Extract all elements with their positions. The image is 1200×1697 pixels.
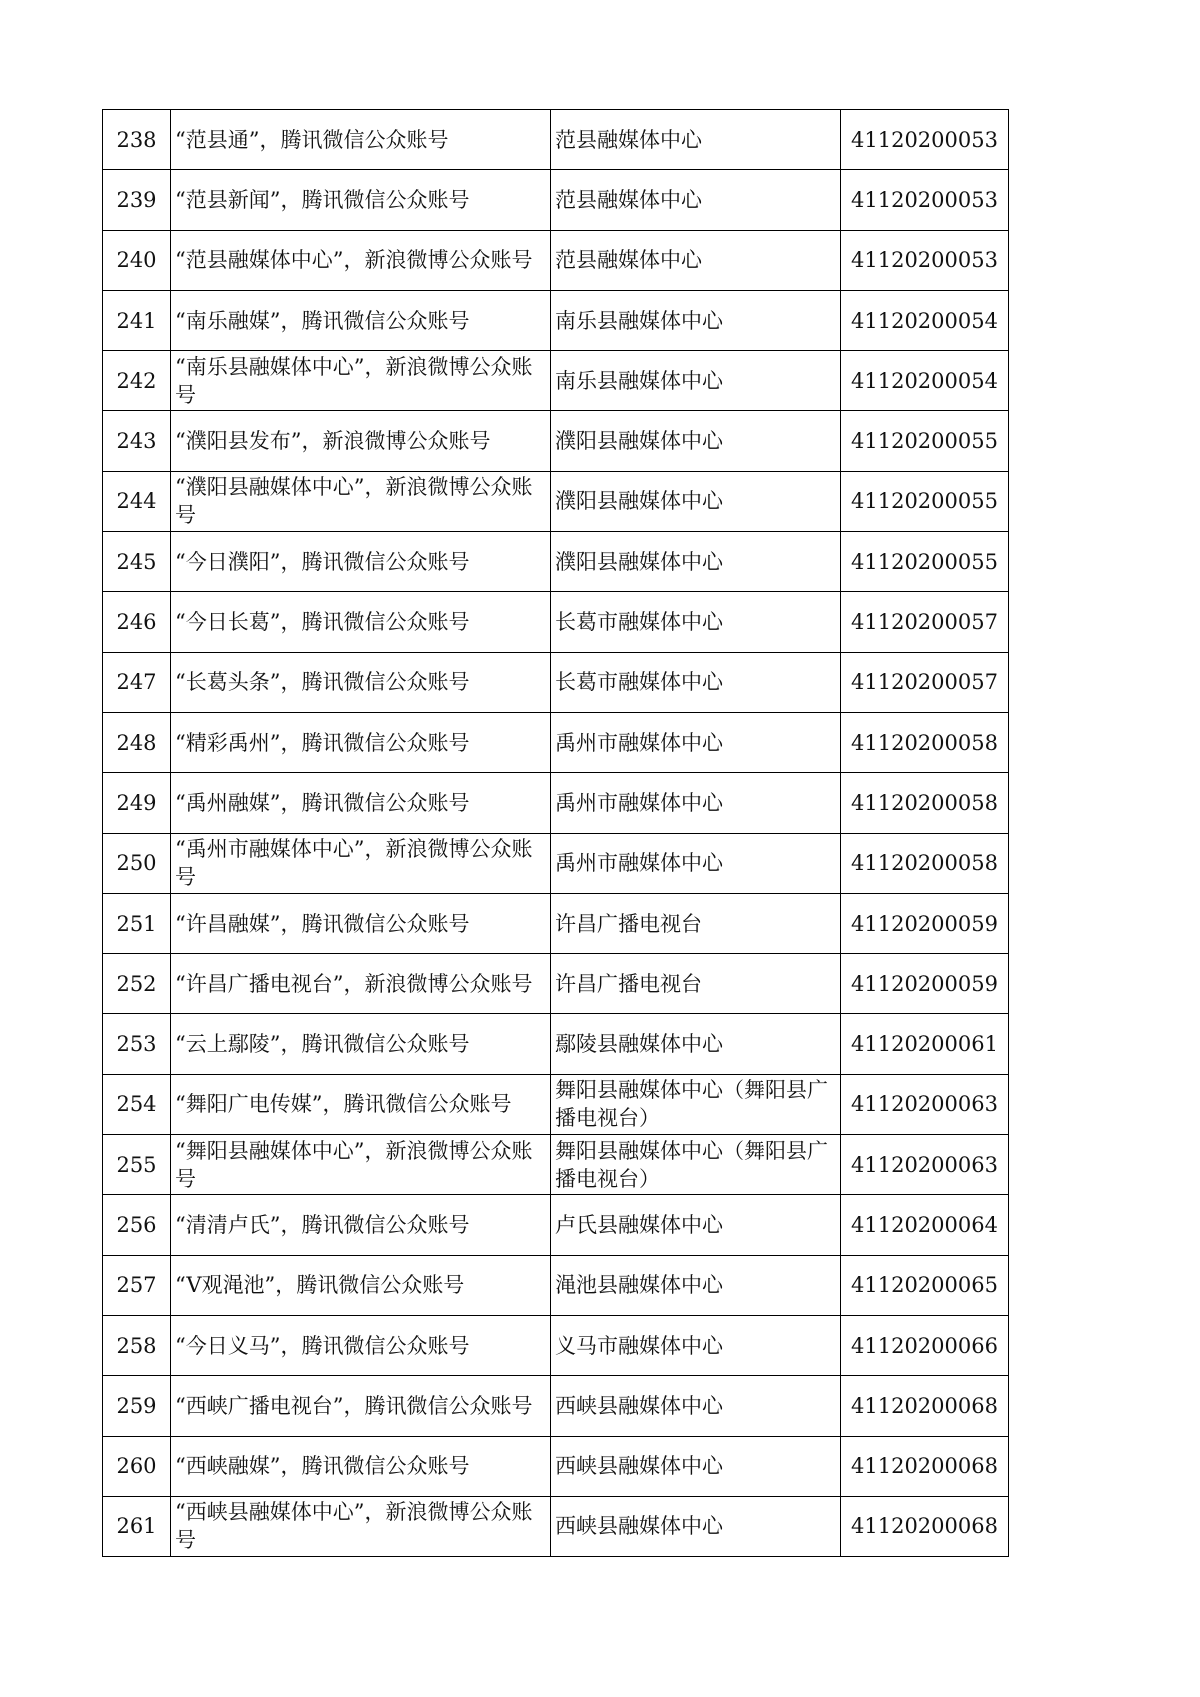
table-row: [103, 833, 1009, 893]
license-code-cell: 41120200063: [841, 1074, 1009, 1134]
organization-cell: 范县融媒体中心: [551, 170, 841, 230]
table-row: [103, 411, 1009, 471]
organization-cell: 长葛市融媒体中心: [551, 592, 841, 652]
table-row: [103, 1436, 1009, 1496]
table-row: [103, 170, 1009, 230]
table-row: [103, 230, 1009, 290]
organization-cell: 禹州市融媒体中心: [551, 833, 841, 893]
table-row: [103, 1496, 1009, 1556]
row-number-cell: 253: [103, 1014, 171, 1074]
row-number-cell: 250: [103, 833, 171, 893]
row-number-cell: 238: [103, 110, 171, 170]
organization-cell: 南乐县融媒体中心: [551, 351, 841, 411]
organization-cell: 濮阳县融媒体中心: [551, 471, 841, 531]
table-row: [103, 954, 1009, 1014]
row-number-cell: 254: [103, 1074, 171, 1134]
organization-cell: 濮阳县融媒体中心: [551, 532, 841, 592]
table-row: [103, 1074, 1009, 1134]
table-row: [103, 110, 1009, 170]
organization-cell: 渑池县融媒体中心: [551, 1255, 841, 1315]
row-number-cell: 260: [103, 1436, 171, 1496]
organization-cell: 西峡县融媒体中心: [551, 1496, 841, 1556]
account-name-cell: “舞阳县融媒体中心”，新浪微博公众账号: [171, 1135, 551, 1195]
account-name-cell: “舞阳广电传媒”，腾讯微信公众账号: [171, 1074, 551, 1134]
account-name-cell: “云上鄢陵”，腾讯微信公众账号: [171, 1014, 551, 1074]
organization-cell: 南乐县融媒体中心: [551, 290, 841, 350]
account-name-cell: “西峡县融媒体中心”，新浪微博公众账号: [171, 1496, 551, 1556]
account-name-cell: “许昌广播电视台”，新浪微博公众账号: [171, 954, 551, 1014]
license-code-cell: 41120200053: [841, 170, 1009, 230]
row-number-cell: 240: [103, 230, 171, 290]
organization-cell: 舞阳县融媒体中心（舞阳县广播电视台）: [551, 1135, 841, 1195]
account-list-table: [102, 109, 1009, 1557]
row-number-cell: 243: [103, 411, 171, 471]
organization-cell: 卢氏县融媒体中心: [551, 1195, 841, 1255]
license-code-cell: 41120200055: [841, 471, 1009, 531]
table-row: [103, 1376, 1009, 1436]
table-row: [103, 652, 1009, 712]
account-name-cell: “清清卢氏”，腾讯微信公众账号: [171, 1195, 551, 1255]
organization-cell: 范县融媒体中心: [551, 230, 841, 290]
account-name-cell: “许昌融媒”，腾讯微信公众账号: [171, 893, 551, 953]
organization-cell: 西峡县融媒体中心: [551, 1376, 841, 1436]
table-row: [103, 773, 1009, 833]
row-number-cell: 248: [103, 712, 171, 772]
license-code-cell: 41120200066: [841, 1315, 1009, 1375]
account-name-cell: “V观渑池”，腾讯微信公众账号: [171, 1255, 551, 1315]
license-code-cell: 41120200058: [841, 773, 1009, 833]
row-number-cell: 259: [103, 1376, 171, 1436]
table-row: [103, 532, 1009, 592]
table-row: [103, 290, 1009, 350]
account-name-cell: “南乐县融媒体中心”，新浪微博公众账号: [171, 351, 551, 411]
row-number-cell: 261: [103, 1496, 171, 1556]
table-row: [103, 1195, 1009, 1255]
row-number-cell: 244: [103, 471, 171, 531]
table-row: [103, 471, 1009, 531]
row-number-cell: 247: [103, 652, 171, 712]
license-code-cell: 41120200054: [841, 351, 1009, 411]
organization-cell: 长葛市融媒体中心: [551, 652, 841, 712]
license-code-cell: 41120200059: [841, 893, 1009, 953]
row-number-cell: 242: [103, 351, 171, 411]
license-code-cell: 41120200065: [841, 1255, 1009, 1315]
row-number-cell: 241: [103, 290, 171, 350]
row-number-cell: 239: [103, 170, 171, 230]
account-name-cell: “禹州市融媒体中心”，新浪微博公众账号: [171, 833, 551, 893]
row-number-cell: 252: [103, 954, 171, 1014]
table-row: [103, 351, 1009, 411]
row-number-cell: 246: [103, 592, 171, 652]
table-row: [103, 1014, 1009, 1074]
organization-cell: 许昌广播电视台: [551, 893, 841, 953]
license-code-cell: 41120200055: [841, 411, 1009, 471]
license-code-cell: 41120200053: [841, 110, 1009, 170]
organization-cell: 鄢陵县融媒体中心: [551, 1014, 841, 1074]
account-name-cell: “范县通”，腾讯微信公众账号: [171, 110, 551, 170]
account-name-cell: “西峡融媒”，腾讯微信公众账号: [171, 1436, 551, 1496]
license-code-cell: 41120200058: [841, 833, 1009, 893]
license-code-cell: 41120200055: [841, 532, 1009, 592]
organization-cell: 濮阳县融媒体中心: [551, 411, 841, 471]
account-name-cell: “西峡广播电视台”，腾讯微信公众账号: [171, 1376, 551, 1436]
row-number-cell: 255: [103, 1135, 171, 1195]
account-name-cell: “今日长葛”，腾讯微信公众账号: [171, 592, 551, 652]
row-number-cell: 257: [103, 1255, 171, 1315]
license-code-cell: 41120200068: [841, 1496, 1009, 1556]
table-row: [103, 1255, 1009, 1315]
account-name-cell: “长葛头条”，腾讯微信公众账号: [171, 652, 551, 712]
license-code-cell: 41120200057: [841, 652, 1009, 712]
account-name-cell: “禹州融媒”，腾讯微信公众账号: [171, 773, 551, 833]
license-code-cell: 41120200054: [841, 290, 1009, 350]
organization-cell: 西峡县融媒体中心: [551, 1436, 841, 1496]
organization-cell: 范县融媒体中心: [551, 110, 841, 170]
license-code-cell: 41120200058: [841, 712, 1009, 772]
license-code-cell: 41120200068: [841, 1376, 1009, 1436]
account-name-cell: “濮阳县融媒体中心”，新浪微博公众账号: [171, 471, 551, 531]
table-row: [103, 893, 1009, 953]
table-row: [103, 1135, 1009, 1195]
license-code-cell: 41120200064: [841, 1195, 1009, 1255]
account-name-cell: “精彩禹州”，腾讯微信公众账号: [171, 712, 551, 772]
organization-cell: 许昌广播电视台: [551, 954, 841, 1014]
row-number-cell: 258: [103, 1315, 171, 1375]
row-number-cell: 256: [103, 1195, 171, 1255]
license-code-cell: 41120200061: [841, 1014, 1009, 1074]
account-name-cell: “今日濮阳”，腾讯微信公众账号: [171, 532, 551, 592]
row-number-cell: 245: [103, 532, 171, 592]
organization-cell: 禹州市融媒体中心: [551, 773, 841, 833]
license-code-cell: 41120200053: [841, 230, 1009, 290]
row-number-cell: 249: [103, 773, 171, 833]
organization-cell: 义马市融媒体中心: [551, 1315, 841, 1375]
license-code-cell: 41120200063: [841, 1135, 1009, 1195]
account-name-cell: “濮阳县发布”，新浪微博公众账号: [171, 411, 551, 471]
license-code-cell: 41120200057: [841, 592, 1009, 652]
account-name-cell: “南乐融媒”，腾讯微信公众账号: [171, 290, 551, 350]
organization-cell: 舞阳县融媒体中心（舞阳县广播电视台）: [551, 1074, 841, 1134]
license-code-cell: 41120200059: [841, 954, 1009, 1014]
account-name-cell: “范县新闻”，腾讯微信公众账号: [171, 170, 551, 230]
account-name-cell: “范县融媒体中心”，新浪微博公众账号: [171, 230, 551, 290]
row-number-cell: 251: [103, 893, 171, 953]
license-code-cell: 41120200068: [841, 1436, 1009, 1496]
table-row: [103, 592, 1009, 652]
table-body: [103, 110, 1009, 1557]
table-row: [103, 712, 1009, 772]
table-row: [103, 1315, 1009, 1375]
organization-cell: 禹州市融媒体中心: [551, 712, 841, 772]
account-name-cell: “今日义马”，腾讯微信公众账号: [171, 1315, 551, 1375]
